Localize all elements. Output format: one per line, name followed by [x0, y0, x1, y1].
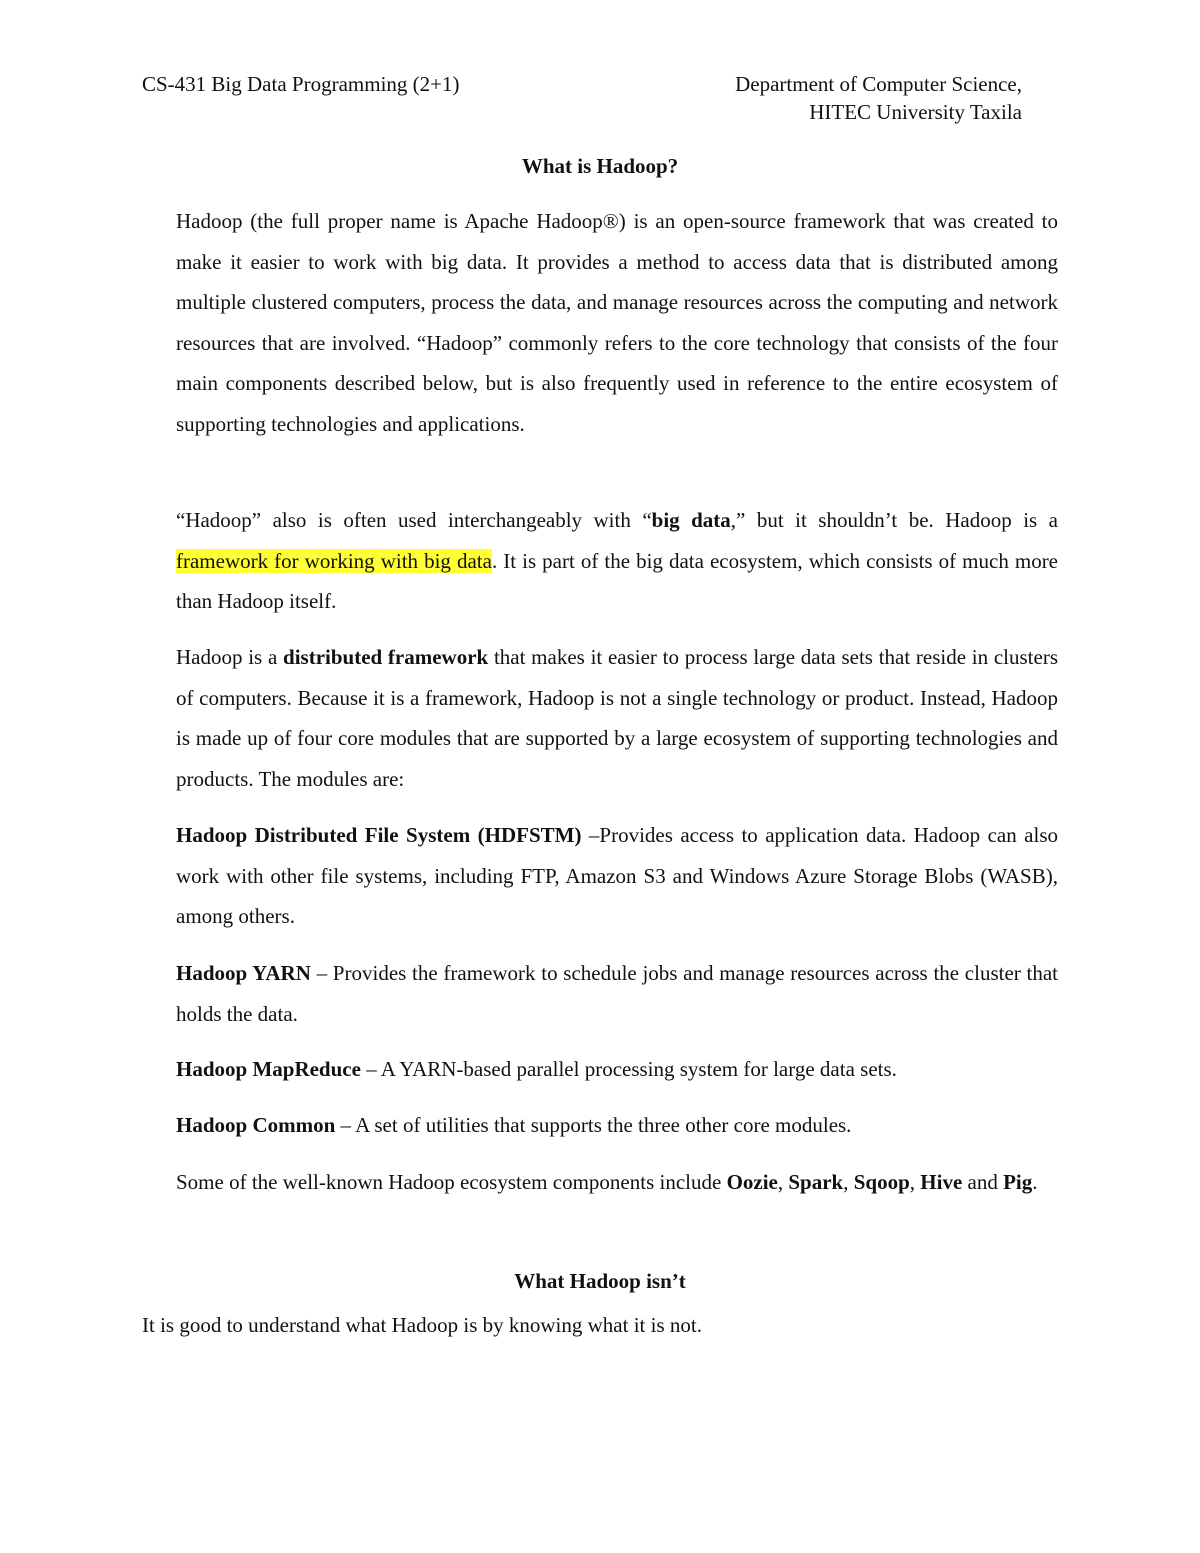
p2-text-a: “Hadoop” also is often used interchangeably with “	[176, 508, 652, 532]
module-mapreduce-desc: – A YARN-based parallel processing system for large data sets.	[360, 1057, 897, 1081]
p2-text-c: ,” but it shouldn’t be. Hadoop is a	[730, 508, 1058, 532]
department-header	[735, 70, 1022, 126]
eco-hive: Hive	[920, 1170, 963, 1194]
paragraph-distributed-framework	[176, 637, 1058, 799]
module-mapreduce-name: Hadoop MapReduce	[176, 1057, 361, 1081]
eco-intro: Some of the well-known Hadoop ecosystem components include	[176, 1170, 727, 1194]
eco-end: .	[1032, 1170, 1038, 1194]
module-yarn	[176, 953, 1058, 1034]
module-hdfs-desc: –Provides access to application data. Hadoop can also work with other file systems, including FTP, Amazon S3 and Windows Azure Storage Blobs (WASB), among others.	[176, 823, 1058, 929]
module-mapreduce	[176, 1049, 1058, 1090]
eco-and: and	[962, 1170, 1004, 1194]
course-header: CS-431 Big Data Programming (2+1)	[142, 72, 460, 96]
paragraph-intro: Hadoop (the full proper name is Apache Hadoop®) is an open-source framework that was created to make it easier to work with big data. It provides a method to access data that is distributed among multiple clustered computers, process the data, and manage resources across the computing and network resources that are involved. “Hadoop” commonly refers to the core technology that consists of the four main components described below, but is also frequently used in reference to the entire ecosystem of supporting technologies and applications.	[176, 209, 1058, 436]
section-title-what-is-hadoop: What is Hadoop?	[521, 154, 679, 178]
module-hdfs-name: Hadoop Distributed File System (HDFSTM)	[176, 823, 582, 847]
p3-bold-distributed: distributed framework	[283, 645, 489, 669]
university-name: HITEC University Taxila	[809, 100, 1022, 124]
eco-oozie: Oozie	[726, 1170, 778, 1194]
eco-sqoop: Sqoop	[853, 1170, 910, 1194]
eco-sep3: ,	[909, 1170, 921, 1194]
p2-text-e: . It is part of the big data ecosystem, which consists of much more than Hadoop itself.	[176, 548, 1059, 614]
module-yarn-desc: – Provides the framework to schedule jobs and manage resources across the cluster that holds the data.	[176, 961, 1058, 1026]
module-yarn-name: Hadoop YARN	[176, 961, 311, 985]
eco-pig: Pig	[1003, 1170, 1033, 1194]
paragraph-big-data	[176, 500, 1058, 622]
eco-sep2: ,	[843, 1170, 854, 1194]
section-title-what-hadoop-isnt: What Hadoop isn’t	[514, 1269, 686, 1293]
module-common-name: Hadoop Common	[176, 1113, 336, 1137]
eco-sep1: ,	[777, 1170, 789, 1194]
p3-text-c: that makes it easier to process large data sets that reside in clusters of computers. Because it is a framework, Hadoop is not a single technology or product. Instead, Hadoop is made up of four core modules that are supported by a large ecosystem of supporting technologies and products. The modules are:	[176, 645, 1058, 791]
p2-highlight: framework for working with big data	[176, 548, 492, 573]
p2-bold-big-data: big data	[651, 508, 731, 532]
module-hdfs	[176, 815, 1058, 937]
paragraph-what-it-is-not: It is good to understand what Hadoop is by knowing what it is not.	[142, 1313, 702, 1337]
module-common-desc: – A set of utilities that supports the three other core modules.	[335, 1113, 852, 1137]
p3-text-a: Hadoop is a	[176, 645, 284, 669]
module-common	[176, 1105, 1058, 1146]
paragraph-ecosystem	[176, 1162, 1058, 1203]
department-name: Department of Computer Science,	[735, 72, 1022, 96]
eco-spark: Spark	[788, 1170, 844, 1194]
